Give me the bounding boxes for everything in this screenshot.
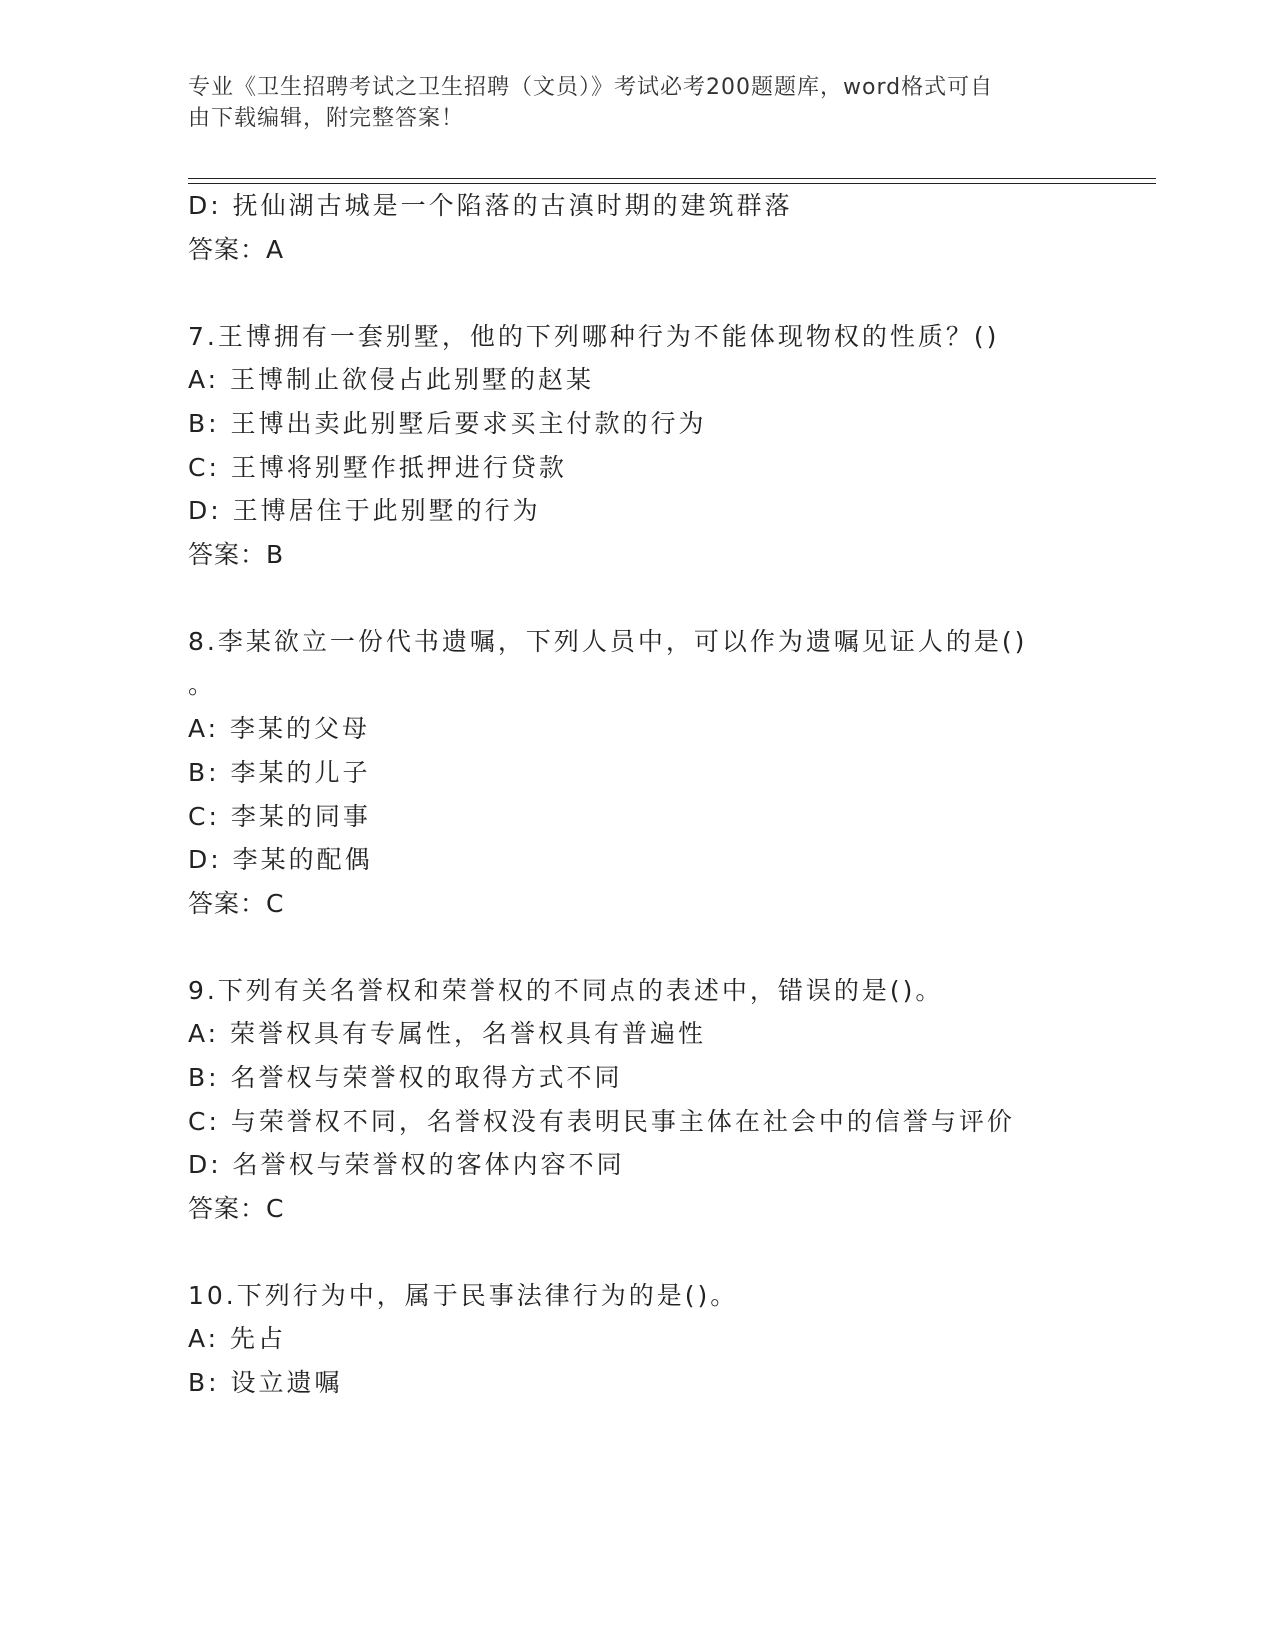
question-9-answer: 答案：C [188, 1194, 285, 1223]
header-rule-top [188, 178, 1156, 179]
question-7-option-a: A: 王博制止欲侵占此别墅的赵某 [188, 365, 595, 394]
question-7-answer: 答案：B [188, 540, 285, 569]
document-header [188, 72, 1068, 134]
header-line-1: 专业《卫生招聘考试之卫生招聘（文员）》考试必考200题题库，word格式可自 [188, 75, 994, 100]
question-8-answer: 答案：C [188, 889, 285, 918]
question-8-option-a: A: 李某的父母 [188, 714, 371, 743]
prev-question-option-d: D: 抚仙湖古城是一个陷落的古滇时期的建筑群落 [188, 191, 793, 220]
question-9-option-c: C: 与荣誉权不同，名誉权没有表明民事主体在社会中的信誉与评价 [188, 1107, 1015, 1136]
question-10-option-b: B: 设立遗嘱 [188, 1368, 343, 1397]
question-8-option-b: B: 李某的儿子 [188, 758, 371, 787]
question-7-option-d: D: 王博居住于此别墅的行为 [188, 496, 541, 525]
question-7-stem: 7.王博拥有一套别墅，他的下列哪种行为不能体现物权的性质？() [188, 322, 1000, 351]
question-10-option-a: A: 先占 [188, 1324, 287, 1353]
question-7-option-b: B: 王博出卖此别墅后要求买主付款的行为 [188, 409, 707, 438]
question-10-stem: 10.下列行为中，属于民事法律行为的是()。 [188, 1281, 739, 1310]
question-9-option-d: D: 名誉权与荣誉权的客体内容不同 [188, 1150, 625, 1179]
question-8-stem: 8.李某欲立一份代书遗嘱，下列人员中，可以作为遗嘱见证人的是() [188, 627, 1028, 656]
question-8-stem-continuation: 。 [188, 670, 217, 699]
question-8-option-c: C: 李某的同事 [188, 802, 371, 831]
question-9-option-b: B: 名誉权与荣誉权的取得方式不同 [188, 1063, 623, 1092]
question-9-option-a: A: 荣誉权具有专属性，名誉权具有普遍性 [188, 1019, 707, 1048]
header-line-2: 由下载编辑，附完整答案！ [188, 106, 465, 131]
header-rule-bottom [188, 183, 1156, 184]
prev-question-answer: 答案：A [188, 235, 285, 264]
question-7-option-c: C: 王博将别墅作抵押进行贷款 [188, 453, 567, 482]
question-8-option-d: D: 李某的配偶 [188, 845, 373, 874]
question-9-stem: 9.下列有关名誉权和荣誉权的不同点的表述中，错误的是()。 [188, 976, 944, 1005]
